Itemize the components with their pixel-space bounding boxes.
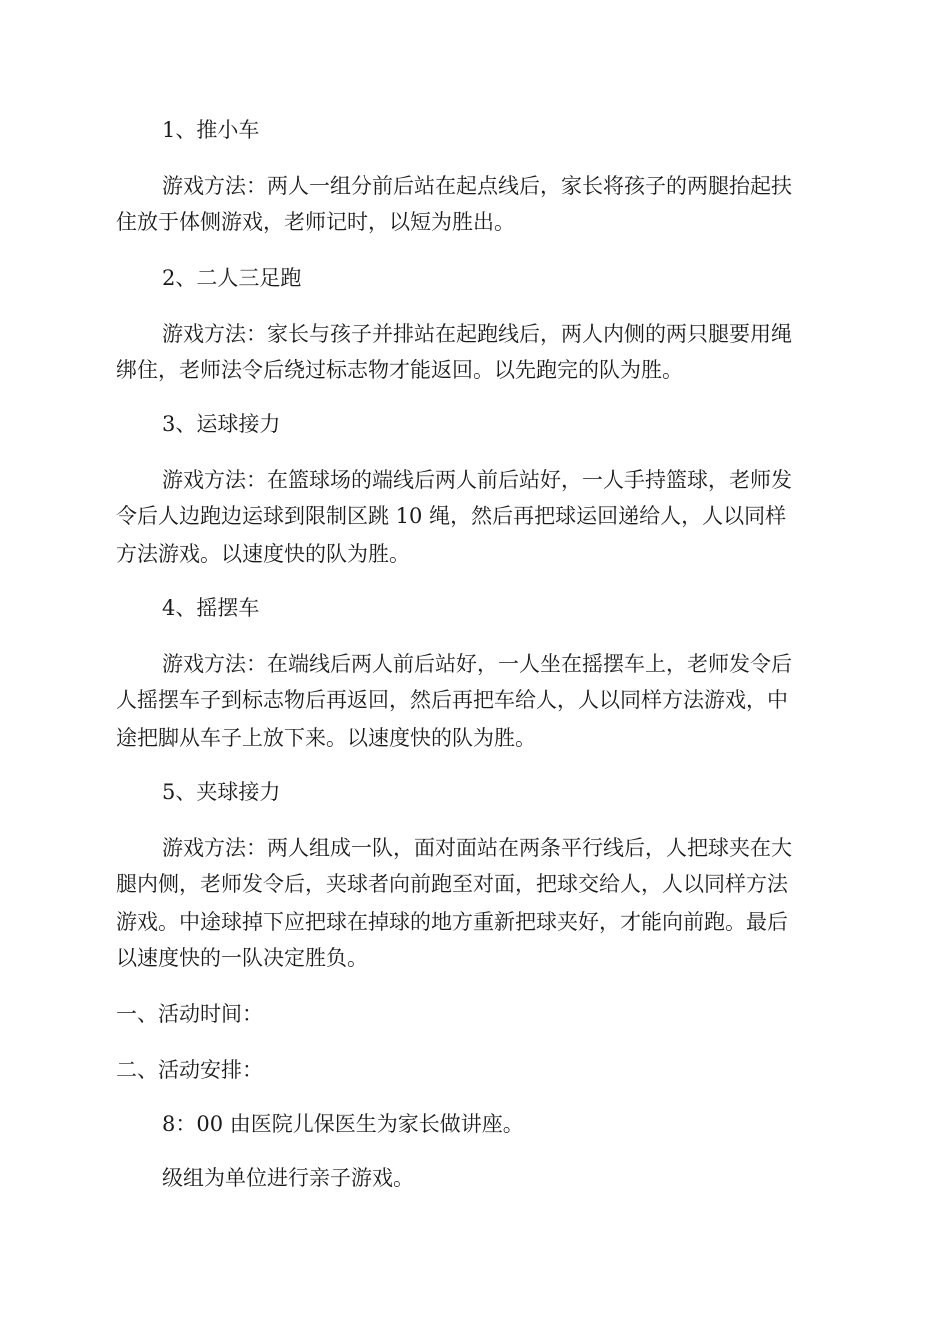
game-1-method-line: 游戏方法：两人一组分前后站在起点线后，家长将孩子的两腿抬起扶 (162, 174, 792, 198)
game-2-method-line: 游戏方法：家长与孩子并排站在起跑线后，两人内侧的两只腿要用绳 (162, 322, 792, 346)
schedule-item: 8：00 由医院儿保医生为家长做讲座。 (162, 1112, 524, 1136)
game-4-method-line: 途把脚从车子上放下来。以速度快的队为胜。 (116, 726, 536, 750)
game-3-title: 3、运球接力 (162, 412, 281, 436)
game-5-method-line: 以速度快的一队决定胜负。 (116, 946, 368, 970)
game-2-method-line: 绑住，老师法令后绕过标志物才能返回。以先跑完的队为胜。 (116, 358, 683, 382)
game-1-method-line: 住放于体侧游戏，老师记时，以短为胜出。 (116, 210, 515, 234)
game-3-method-line: 令后人边跑边运球到限制区跳 10 绳，然后再把球运回递给人，人以同样 (116, 504, 787, 528)
game-5-method-line: 腿内侧，老师发令后，夹球者向前跑至对面，把球交给人，人以同样方法 (116, 872, 788, 896)
game-3-method-line: 方法游戏。以速度快的队为胜。 (116, 542, 410, 566)
schedule-item: 级组为单位进行亲子游戏。 (162, 1166, 414, 1190)
game-5-method-line: 游戏方法：两人组成一队，面对面站在两条平行线后，人把球夹在大 (162, 836, 792, 860)
game-4-title: 4、摇摆车 (162, 596, 260, 620)
game-1-title: 1、推小车 (162, 118, 260, 142)
game-2-title: 2、二人三足跑 (162, 266, 302, 290)
game-5-title: 5、夹球接力 (162, 780, 281, 804)
game-4-method-line: 人摇摆车子到标志物后再返回，然后再把车给人，人以同样方法游戏，中 (116, 688, 788, 712)
section-activity-time: 一、活动时间： (116, 1002, 263, 1026)
section-activity-arrangement: 二、活动安排： (116, 1058, 263, 1082)
game-4-method-line: 游戏方法：在端线后两人前后站好，一人坐在摇摆车上，老师发令后 (162, 652, 792, 676)
game-5-method-line: 游戏。中途球掉下应把球在掉球的地方重新把球夹好，才能向前跑。最后 (116, 910, 788, 934)
game-3-method-line: 游戏方法：在篮球场的端线后两人前后站好，一人手持篮球，老师发 (162, 468, 792, 492)
